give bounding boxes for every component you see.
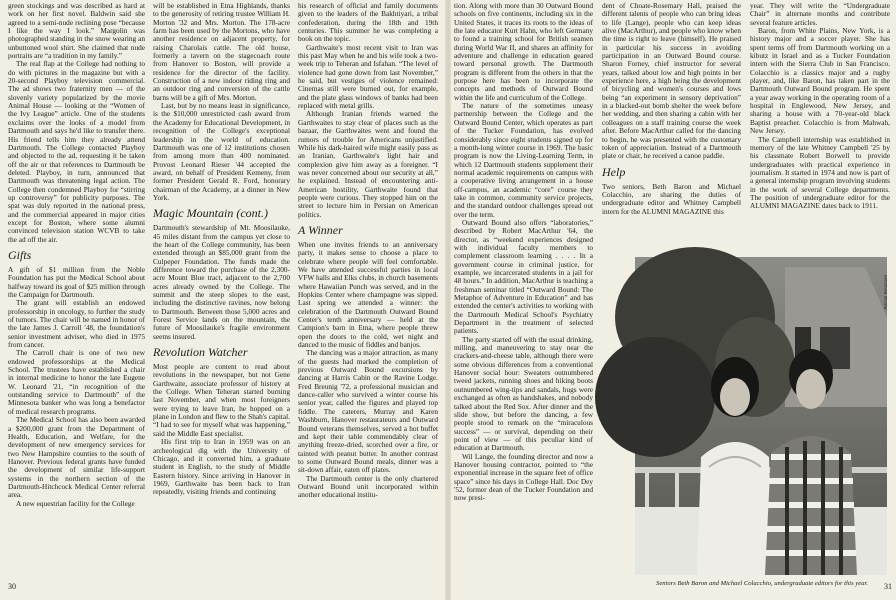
paragraph: tion. Along with more than 30 Outward Bound schools on five continents, including six in the United States, it traces its roots to the ideas of the late educator Kurt Hahn, who left Germany to found a training school for British seamen during World War II, and shares an affinity for adventure and challenge in education geared toward personal growth. The Dartmouth program is different from the others in that the purpose here has been to incorporate the concepts and methods of Outward Bound within the life and curriculum of the College. [454,1,593,102]
photo-seniors [635,257,887,575]
section-heading-a-winner: A Winner [298,222,343,237]
right-column-1 [454,2,593,582]
paragraph: green stockings and was described as hard at work on her first novel. Baldwin said she agreed to a semi-nude reclining pose “because I like the way I look.” Margolin was photographed standing in the snow wearing an unbuttoned wool shirt. She claimed that nude portraits are “a tradition in my family.” [8,1,145,61]
left-column-3 [298,2,438,570]
right-page [450,0,896,600]
paragraph: Garthwaite's most recent visit to Iran was this past May when he and his wife took a two-week trip to Teheran and Isfahan. “The level of violence had gone down from last November,” he said, but vestiges of violence remained: Cinemas still were burned out, for example, and the plate glass windows of banks had been replaced with metal grills. [298,42,438,111]
paragraph: Two seniors, Beth Baron and Michael Colacchio, are sharing the duties of undergraduate editor and Whitney Campbell intern for the ALUMNI MAGAZINE this [602,181,741,216]
paragraph: The grant will establish an endowed professorship in oncology, to further the study of tumors. The chair will be named in honor of the late James J. Carroll '48, the foundation's senior investment adviser, who died in 1975 from cancer. [8,298,145,350]
left-page [0,0,446,600]
intro-paragraphs [8,2,145,244]
paragraph: When one invites friends to an anniversary party, it makes sense to choose a place to celebrate where people will feel comfortable. We have attended successful parties in local VFW halls and Elks clubs, in church basements where Hawaiian Punch was served, and in the Hopkins Center where champagne was sipped. Last spring we attended a winner: the celebration of the Dartmouth Outward Bound Center's tenth anniversary — held at the Campion's barn in Etna, where people threw open the doors to the cold, wet night and danced to the music of fiddles and banjos. [298,239,438,350]
section-heading-revolution-watcher: Revolution Watcher [153,345,248,360]
paragraph: A new equestrian facility for the College [16,498,135,508]
paragraph: Although Iranian friends warned the Garthwaites to stay clear of places such as the bazaar, the Garthwaites went and found the rumors of trouble for Americans unjustified. While his dark-haired wife might easily pass as an Iranian, Garthwaite's light hair and complexion give him away as a foreigner. “I was never concerned about our security at all,” he explained. Instead of encountering anti-American hostility, Garthwaite found that people were curious. They stopped him on the street to lecture him in Persian on American politics. [298,109,438,219]
paragraph: Outward Bound also offers “laboratories,” described by Robert MacArthur '64, the director, as “weekend experiences designed with individual faculty members to complement classroom learning . . . . In a government course in criminal justice, for example, we incarcerated students in a jail for 48 hours.” In addition, MacArthur is teaching a freshman seminar titled “Outward Bound: The Metaphor of Adventure in Education” and has extended the center's activities to working with the Dartmouth Medical School's Psychiatry Department in the treatment of selected patients. [454,217,593,336]
paragraph: His first trip to Iran in 1959 was on an archeological dig with the University of Chicago, and it converted him, a graduate student in English, to the study of Middle Eastern history. Since arriving in Hanover in 1969, Garthwaite has been back to Iran repeatedly, visiting friends and continuing [153,437,290,497]
paragraph: The Carroll chair is one of two new endowed professorships at the Medical School. The trustees have established a chair in internal medicine to honor the late Eugene W. Leonard '21, “in recognition of the outstanding service to Dartmouth” of the Minnesota banker who was long a benefactor of medical research programs. [8,348,145,416]
paragraph: Last, but by no means least in significance, is the $10,000 unrestricted cash award from the Academy for Educational Development, in recognition of the College's exceptional leadership in the world of education. Dartmouth was one of 12 institutions chosen from among more than 400 nominated. Provost Leonard Rieser '44 accepted the award, on behalf of President Kemeny, from former President Gerald R. Ford, honorary chairman of the Academy, at a dinner in New York. [153,101,290,202]
paragraph: will be established in Etna Highlands, thanks to the generosity of retiring trustee William H. Morton '32 and Mrs. Morton. The 178-acre farm has been used by the Mortons, who have another residence on adjacent property, for raising Charolais cattle. The old house, formerly a tavern on the stagecoach route from Hanover to Boston, will provide a residence for the director of the facility. Construction of a new indoor riding ring and an outdoor ring and conversion of the cattle barns will be a gift of Mrs. Morton. [153,1,290,102]
paragraph: dent of Choate-Rosemary Hall, praised the different talents of people who can bring ideas to life (Lange), people who can keep ideas alive (MacArthur), and people who know when the time is right to leave (himself). He praised in particular his success in avoiding participation in an Outward Bound course. Sharon Forney, chief instructor for several years, talked about low and high points in her experience here, a high being the development of bicycling and women's courses and lows being “an experiment in sensory deprivation” in a blacked-out bomb shelter the week before her wedding, and then sharing a cabin with her colleagues on a staff training course the week after. Before MacArthur called for the dancing to begin, he was presented with the customary token of appreciation. Instead of a Dartmouth plate or chair, he received a canoe paddle. [602,1,741,161]
right-column-2 [602,2,741,256]
paragraph: year. They will write the “Undergraduate Chair” in alternate months and contribute several feature articles. [750,1,890,27]
paragraph: Most people are content to read about revolutions in the newspaper, but not Gene Garthwaite, associate professor of history at the College. When Teheran started burning last November, and when most foreigners were trying to leave Iran, he hopped on a plane in London and flew to the Shah's capital. “I had to see for myself what was happening,” said the Middle East specialist. [153,362,290,438]
left-column-2 [153,2,290,570]
section-heading-help: Help [602,164,626,179]
paragraph: The real flap at the College had nothing to do with pictures in the magazine but with a 20-second Playboy television commercial. The ad shows two fraternity men — of the slovenly variety popularized by the movie Animal House — looking at the “Women of the Ivy League” article. One of the students exclaims over the looks of a model from Dartmouth and says he'd like to transfer there. His friend tells him they already attend Dartmouth. The College contacted Playboy and objected to the ad, requesting it be taken off the air or that references to Dartmouth be deleted. Playboy, in turn, announced that Dartmouth was threatening legal action. The College then condemned Playboy for “stirring up controversy” for publicity purposes. The spat was duly reported in the national press, and the commercial appeared in major cities except for Boston, where some alumni convinced television station WCVB to take the ad off the air. [8,59,145,244]
page-number-left: 30 [8,582,16,591]
paragraph: The Medical School has also been awarded a $200,000 grant from the Department of Health, Education, and Welfare, for the development of new emergency services for two New Hampshire counties to the south of Hanover. Previous federal grants have funded the development of similar life-support systems in the northern section of the Dartmouth-Hitchcock Medical Center referral area. [8,415,145,500]
paragraph: his research of official and family documents given to the leaders of the Bakhtiyari, a tribal confederation, during the 18th and 19th centuries. This summer he was completing a book on the topic. [298,1,438,44]
paragraph: The party started off with the usual drinking, milling, and maneuvering to stay near the crackers-and-cheese table, although there were some obvious differences from a conventional Hanover social hour: Sweaters outnumbered tweed jackets, running shoes and hiking boots outnumbered wing-tips and sandals, hugs were exchanged as often as handshakes, and nobody talked about the Red Sox. After dinner and the slide show, but before the dancing, a few people stood to remark on the “miraculous success” — or survival, depending on their point of view — of this peculiar kind of education at Dartmouth. [454,334,593,453]
paragraph: Wil Lange, the founding director and now a Hanover housing contractor, pointed to “the exponential increase in the square feet of office space” since his days in College Hall. Doc Dey '52, former dean of the Tucker Foundation and now presi- [454,451,593,503]
photo-caption: Seniors Beth Baron and Michael Colacchio, undergraduate editors for this year. [656,580,868,587]
paragraph: Baron, from White Plains, New York, is a history major and a soccer player. She has spent terms off from Dartmouth working on a kibutz in Israel and as a Tucker Foundation intern with the Sierra Club in San Francisco. Colacchio is a classics major and a rugby player, and, like Baron, has taken part in the Dartmouth Outward Bound program. He spent a year away working in the operating room of a hospital in Englewood, New Jersey, and sharing a house with a 70-year-old black Baptist preacher. Colacchio is from Mahwah, New Jersey. [750,26,890,136]
paragraph: The dancing was a major attraction, as many of the guests had marked the completion of previous Outward Bound excursions by dancing at Harris Cabin or the Ravine Lodge. Fred Breunig '72, a professional musician and dance-caller who survived a winter course his senior year, called the figures and played top fiddle. The caterers, Murray and Karen Washburn, Hanover restaurateurs and Outward Bound veterans themselves, served a hot buffet and kept their table commendably clear of anything freeze-dried, scorched over a fire, or tainted with peanut butter. In another contrast to some Outward Bound meals, dinner was a sit-down affair, eaten off plates. [298,348,438,475]
page-number-right: 31 [884,582,892,591]
section-heading-gifts: Gifts [8,247,32,262]
paragraph: The Dartmouth center is the only chartered Outward Bound unit incorporated within another educational institu- [298,473,438,500]
paragraph: The Campbell internship was established in memory of the late Whitney Campbell '25 by his classmate Robert Borwell to provide undergraduates with practical experience in journalism. It started in 1974 and now is part of a general internship program involving students in the work of several College departments. The position of undergraduate editor for the ALUMNI MAGAZINE dates back to 1911. [750,134,890,211]
section-heading-magic-mountain: Magic Mountain (cont.) [153,206,268,221]
photo-credit: Adrian Bouchard [884,275,889,310]
right-column-3 [750,2,890,256]
left-column-1 [8,2,145,570]
paragraph: The nature of the sometimes uneasy partnership between the College and the Outward Bound Center, which operates as part of the Tucker Foundation, has evolved considerably since eight students signed up for a month-long winter course in 1969. The basic program is now the Living-Learning Term, in which 12 Dartmouth students supplement their normal academic requirements on campus with a cooperative living arrangement in a house off-campus, an academic “core” course they take in common, community service projects, and the standard outdoor challenges spread out over the term. [454,101,593,219]
paragraph: Dartmouth's stewardship of Mt. Moosilauke, 45 miles distant from the campus yet close to the heart of the College community, has been extended through an $85,000 grant from the Culpeper Foundation. The funds made the difference toward the purchase of the 2,300-acre Mount Blue tract, adjacent to the 2,700 acres already owned by the College. The summit and the steep slopes to the east, including the distinctive ravines, now belong to Dartmouth. Between those 5,000 acres and Forest Service lands on the mountain, the future of Moosilauke's fragile environment seems insured. [153,223,290,341]
photo-image [635,257,887,575]
paragraph: A gift of $1 million from the Noble Foundation has put the Medical School about halfway toward its goal of $25 million through the Campaign for Dartmouth. [8,264,145,299]
